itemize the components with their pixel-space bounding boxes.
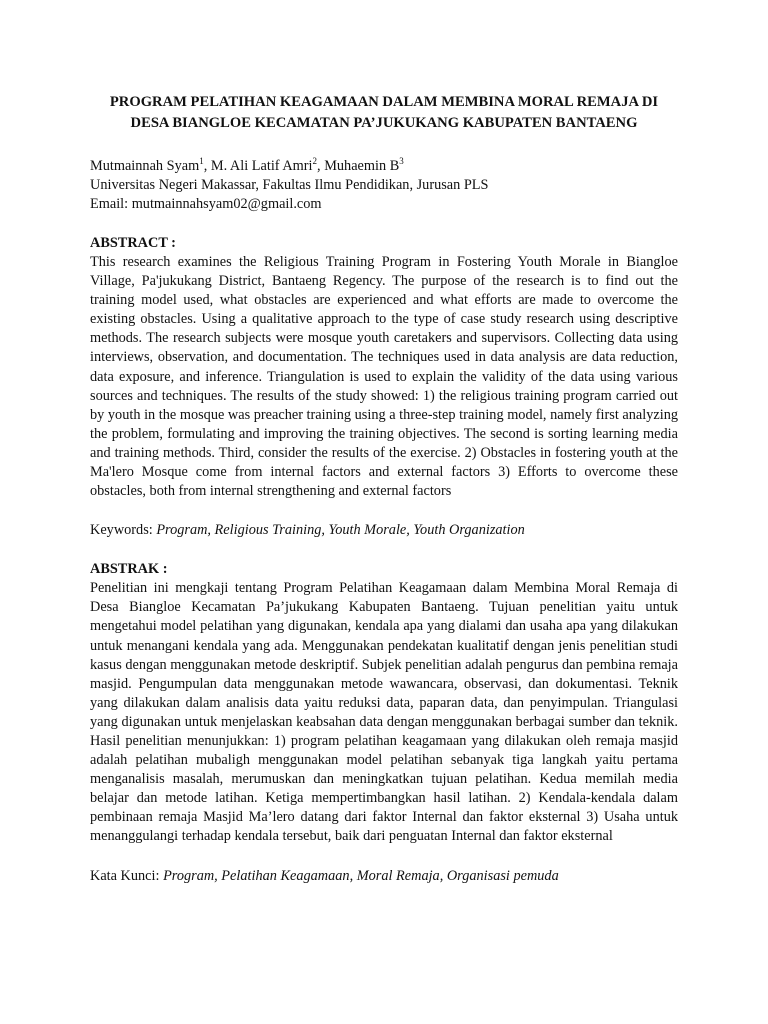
author-separator: ,	[203, 158, 211, 174]
author-2-affil-mark: 2	[312, 156, 318, 167]
author-3: Muhaemin B	[324, 158, 400, 174]
abstract-heading: ABSTRACT :	[90, 235, 176, 251]
affiliation: Universitas Negeri Makassar, Fakultas Ilmu Pendidikan, Jurusan PLS	[90, 177, 489, 193]
abstract-body: This research examines the Religious Training Program in Fostering Youth Morale in Biangloe Village, Pa'jukukang District, Bantaeng Regency. The purpose of the research is to find out the training model used, what obstacles are experienced and what efforts are made to overcome the existing obstacles. Using a qualitative approach to the type of case study research using descriptive methods. The research subjects were mosque youth caretakers and supervisors. Collecting data using interviews, observation, and documentation. The techniques used in data analysis are data reduction, data exposure, and inference. Triangulation is used to explain the validity of the data using various sources and techniques. The results of the study showed: 1) the religious training program carried out by youth in the mosque was preacher training using a three-step training model, namely first analyzing the problem, formulating and improving the training objectives. The second is sorting learning media and training methods. Third, consider the results of the exercise. 2) Obstacles in fostering youth at the Ma'lero Mosque come from internal factors and external factors 3) Efforts to overcome these obstacles, both from internal strengthening and external factors	[90, 254, 678, 500]
kata-kunci-value: Program, Pelatihan Keagamaan, Moral Remaja, Organisasi pemuda	[163, 867, 559, 884]
author-email: Email: mutmainnahsyam02@gmail.com	[90, 196, 322, 212]
author-1-affil-mark: 1	[199, 156, 204, 167]
kata-kunci-line	[90, 867, 678, 886]
abstrak-heading: ABSTRAK :	[90, 561, 168, 578]
paper-title	[90, 92, 678, 134]
keywords-label: Keywords:	[90, 522, 157, 539]
title-line-2: DESA BIANGLOE KECAMATAN PA’JUKUKANG KABUPATEN BANTAENG	[130, 115, 638, 131]
author-3-affil-mark: 3	[399, 156, 404, 167]
title-line-1: PROGRAM PELATIHAN KEAGAMAAN DALAM MEMBINA MORAL REMAJA DI	[109, 94, 659, 110]
kata-kunci-label: Kata Kunci:	[90, 867, 164, 884]
author-separator: ,	[317, 158, 325, 174]
author-2: M. Ali Latif Amri	[210, 158, 313, 174]
abstrak-body: Penelitian ini mengkaji tentang Program Pelatihan Keagamaan dalam Membina Moral Remaja di Desa Biangloe Kecamatan Pa’jukukang Kabupaten Bantaeng. Tujuan penelitian yaitu untuk mengetahui model pelatihan yang digunakan, kendala apa yang dialami dan usaha apa yang dilakukan untuk menangani kendala yang ada. Menggunakan pendekatan kualitatif dengan jenis penelitian studi kasus dengan menggunakan metode deskriptif. Subjek penelitian adalah pengurus dan pembina remaja masjid. Pengumpulan data menggunakan metode wawancara, observasi, dan dokumentasi. Teknik yang dilakukan dalam analisis data yaitu reduksi data, paparan data, dan penyimpulan. Triangulasi yang digunakan untuk menjelaskan keabsahan data dengan menggunakan berbagai sumber dan teknik. Hasil penelitian menunjukkan: 1) program pelatihan keagamaan yang dilakukan oleh remaja masjid adalah pelatihan mubaligh menggunakan model pelatihan sebanyak tiga langkah yaitu pertama menganalisis masalah, merumuskan dan meningkatkan tujuan pelatihan. Kedua memilah media belajar dan metode latihan. Ketiga mempertimbangkan hasil latihan. 2) Kendala-kendala dalam pembinaan remaja Masjid Ma’lero datang dari faktor Internal dan faktor eksternal 3) Usaha untuk menanggulangi terhadap kendala tersebut, baik dari penguatan Internal dan faktor eksternal	[90, 580, 678, 845]
author-1: Mutmainnah Syam	[90, 158, 200, 174]
keywords-line	[90, 521, 678, 540]
author-list	[90, 157, 678, 176]
keywords-value: Program, Religious Training, Youth Morale, Youth Organization	[156, 522, 525, 539]
